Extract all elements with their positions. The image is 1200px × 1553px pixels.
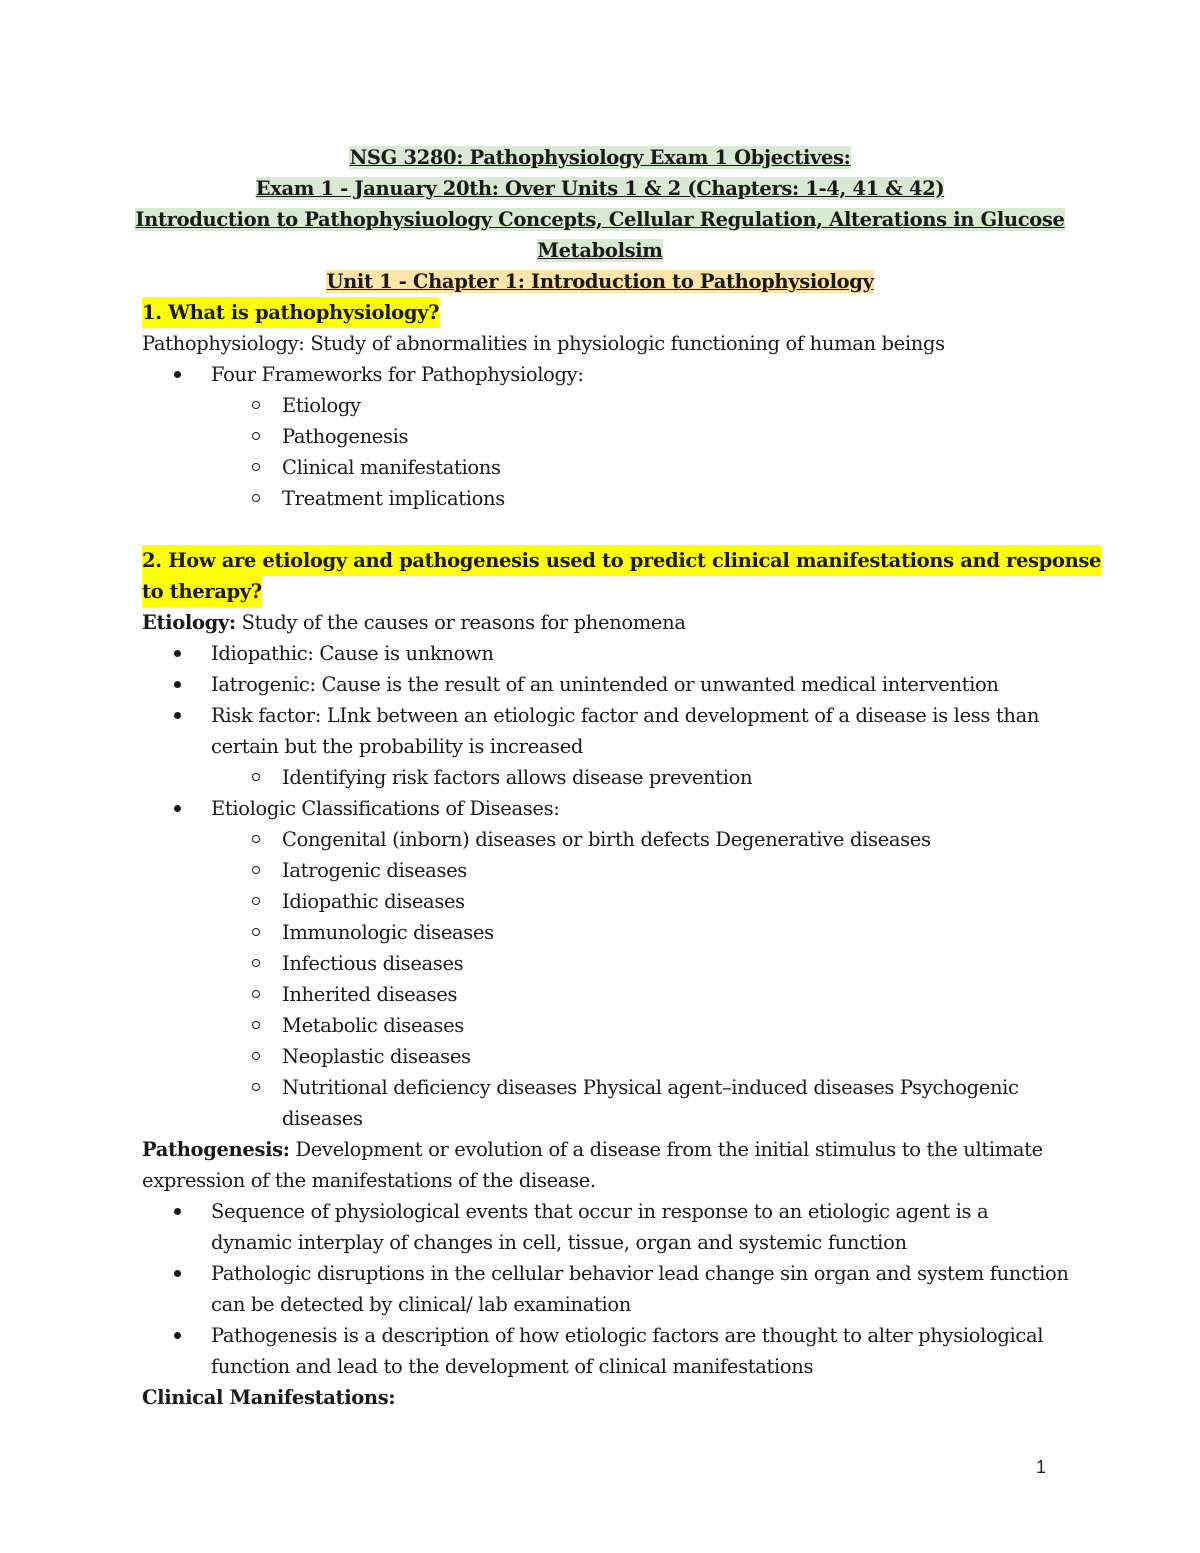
q2-row bbox=[0, 545, 1200, 576]
list-item bbox=[0, 452, 1200, 483]
q1-question: 1. What is pathophysiology? bbox=[142, 297, 439, 328]
list-item bbox=[0, 638, 1200, 669]
etiology-term: Etiology: bbox=[142, 611, 236, 634]
q2-question-line1: 2. How are etiology and pathogenesis used to predict clinical manifestations and response bbox=[142, 545, 1101, 576]
list-item bbox=[0, 669, 1200, 700]
classifications-label: Etiologic Classifications of Diseases: bbox=[211, 797, 560, 820]
topics-line1: Introduction to Pathophysiuology Concepts, Cellular Regulation, Alterations in Glucose bbox=[135, 208, 1065, 231]
pathogenesis-bullet-cont: can be detected by clinical/ lab examination bbox=[211, 1293, 631, 1316]
circle-bullet-icon bbox=[252, 463, 260, 471]
framework-item: Etiology bbox=[282, 394, 361, 417]
pathogenesis-bullet: Sequence of physiological events that occur in response to an etiologic agent is a bbox=[211, 1200, 989, 1223]
list-item-continuation bbox=[0, 1351, 1200, 1382]
pathogenesis-row bbox=[0, 1134, 1200, 1165]
doc-title-row bbox=[0, 142, 1200, 173]
topics-line2-row bbox=[0, 235, 1200, 266]
list-item bbox=[0, 886, 1200, 917]
framework-item: Clinical manifestations bbox=[282, 456, 501, 479]
classification-continuation: diseases bbox=[282, 1107, 363, 1130]
list-item-continuation bbox=[0, 1227, 1200, 1258]
q1-definition: Pathophysiology: Study of abnormalities in physiologic functioning of human beings bbox=[142, 332, 945, 355]
pathogenesis-bullet-cont: function and lead to the development of clinical manifestations bbox=[211, 1355, 814, 1378]
circle-bullet-icon bbox=[252, 928, 260, 936]
circle-bullet-icon bbox=[252, 1021, 260, 1029]
classification-item: Nutritional deficiency diseases Physical agent–induced diseases Psychogenic bbox=[282, 1076, 1019, 1099]
doc-title: NSG 3280: Pathophysiology Exam 1 Objectives: bbox=[349, 146, 851, 169]
etiology-definition: Study of the causes or reasons for phenomena bbox=[235, 611, 686, 634]
list-item bbox=[0, 917, 1200, 948]
list-item-continuation bbox=[0, 1289, 1200, 1320]
classification-item: Congenital (inborn) diseases or birth defects Degenerative diseases bbox=[282, 828, 931, 851]
circle-bullet-icon bbox=[252, 1083, 260, 1091]
circle-bullet-icon bbox=[252, 432, 260, 440]
classification-item: Idiopathic diseases bbox=[282, 890, 465, 913]
bullet-icon bbox=[174, 681, 181, 688]
pathogenesis-continuation: expression of the manifestations of the disease. bbox=[142, 1169, 596, 1192]
classification-item: Metabolic diseases bbox=[282, 1014, 464, 1037]
pathogenesis-row-2 bbox=[0, 1165, 1200, 1196]
clinical-heading-row bbox=[0, 1382, 1200, 1413]
frameworks-label: Four Frameworks for Pathophysiology: bbox=[211, 363, 584, 386]
bullet-icon bbox=[174, 371, 181, 378]
bullet-icon bbox=[174, 1332, 181, 1339]
circle-bullet-icon bbox=[252, 990, 260, 998]
circle-bullet-icon bbox=[252, 773, 260, 781]
page-number: 1 bbox=[1036, 1457, 1047, 1477]
pathogenesis-bullet: Pathogenesis is a description of how etiologic factors are thought to alter physiological bbox=[211, 1324, 1044, 1347]
topics-line1-row bbox=[0, 204, 1200, 235]
pathogenesis-term: Pathogenesis: bbox=[142, 1138, 290, 1161]
classification-item: Immunologic diseases bbox=[282, 921, 494, 944]
list-item bbox=[0, 1010, 1200, 1041]
bullet-icon bbox=[174, 650, 181, 657]
bullet-icon bbox=[174, 712, 181, 719]
list-item-continuation bbox=[0, 731, 1200, 762]
circle-bullet-icon bbox=[252, 494, 260, 502]
topics-line2: Metabolsim bbox=[537, 239, 663, 262]
framework-item: Treatment implications bbox=[282, 487, 505, 510]
pathogenesis-definition: Development or evolution of a disease from the initial stimulus to the ultimate bbox=[289, 1138, 1043, 1161]
list-item bbox=[0, 1072, 1200, 1103]
risk-factor-continuation: certain but the probability is increased bbox=[211, 735, 584, 758]
bullet-icon bbox=[174, 805, 181, 812]
unit-heading: Unit 1 - Chapter 1: Introduction to Pathophysiology bbox=[326, 270, 874, 293]
list-item bbox=[0, 1320, 1200, 1351]
exam-line-row bbox=[0, 173, 1200, 204]
unit-heading-row bbox=[0, 266, 1200, 297]
list-item bbox=[0, 793, 1200, 824]
risk-factor-sub: Identifying risk factors allows disease prevention bbox=[282, 766, 753, 789]
circle-bullet-icon bbox=[252, 1052, 260, 1060]
q1-row bbox=[0, 297, 1200, 328]
circle-bullet-icon bbox=[252, 866, 260, 874]
list-item bbox=[0, 1041, 1200, 1072]
clinical-manifestations-heading: Clinical Manifestations: bbox=[142, 1386, 396, 1409]
framework-item: Pathogenesis bbox=[282, 425, 409, 448]
list-item bbox=[0, 359, 1200, 390]
list-item bbox=[0, 979, 1200, 1010]
bullet-icon bbox=[174, 1270, 181, 1277]
q2-row-2 bbox=[0, 576, 1200, 607]
list-item bbox=[0, 1196, 1200, 1227]
circle-bullet-icon bbox=[252, 959, 260, 967]
list-item bbox=[0, 948, 1200, 979]
circle-bullet-icon bbox=[252, 835, 260, 843]
list-item bbox=[0, 855, 1200, 886]
q2-question-line2: to therapy? bbox=[142, 576, 262, 607]
classification-item: Iatrogenic diseases bbox=[282, 859, 467, 882]
etiology-bullet: Iatrogenic: Cause is the result of an unintended or unwanted medical intervention bbox=[211, 673, 999, 696]
pathogenesis-bullet-cont: dynamic interplay of changes in cell, tissue, organ and systemic function bbox=[211, 1231, 907, 1254]
list-item bbox=[0, 421, 1200, 452]
classification-item: Neoplastic diseases bbox=[282, 1045, 471, 1068]
list-item bbox=[0, 1258, 1200, 1289]
list-item bbox=[0, 762, 1200, 793]
bullet-icon bbox=[174, 1208, 181, 1215]
pathogenesis-bullet: Pathologic disruptions in the cellular behavior lead change sin organ and system function bbox=[211, 1262, 1069, 1285]
list-item-continuation bbox=[0, 1103, 1200, 1134]
etiology-bullet: Idiopathic: Cause is unknown bbox=[211, 642, 494, 665]
q1-definition-row bbox=[0, 328, 1200, 359]
list-item bbox=[0, 700, 1200, 731]
exam-line: Exam 1 - January 20th: Over Units 1 & 2 (Chapters: 1-4, 41 & 42) bbox=[255, 177, 945, 200]
classification-item: Inherited diseases bbox=[282, 983, 458, 1006]
list-item bbox=[0, 483, 1200, 514]
list-item bbox=[0, 824, 1200, 855]
etiology-bullet: Risk factor: LInk between an etiologic factor and development of a disease is less than bbox=[211, 704, 1040, 727]
classification-item: Infectious diseases bbox=[282, 952, 464, 975]
circle-bullet-icon bbox=[252, 401, 260, 409]
circle-bullet-icon bbox=[252, 897, 260, 905]
list-item bbox=[0, 390, 1200, 421]
etiology-row bbox=[0, 607, 1200, 638]
